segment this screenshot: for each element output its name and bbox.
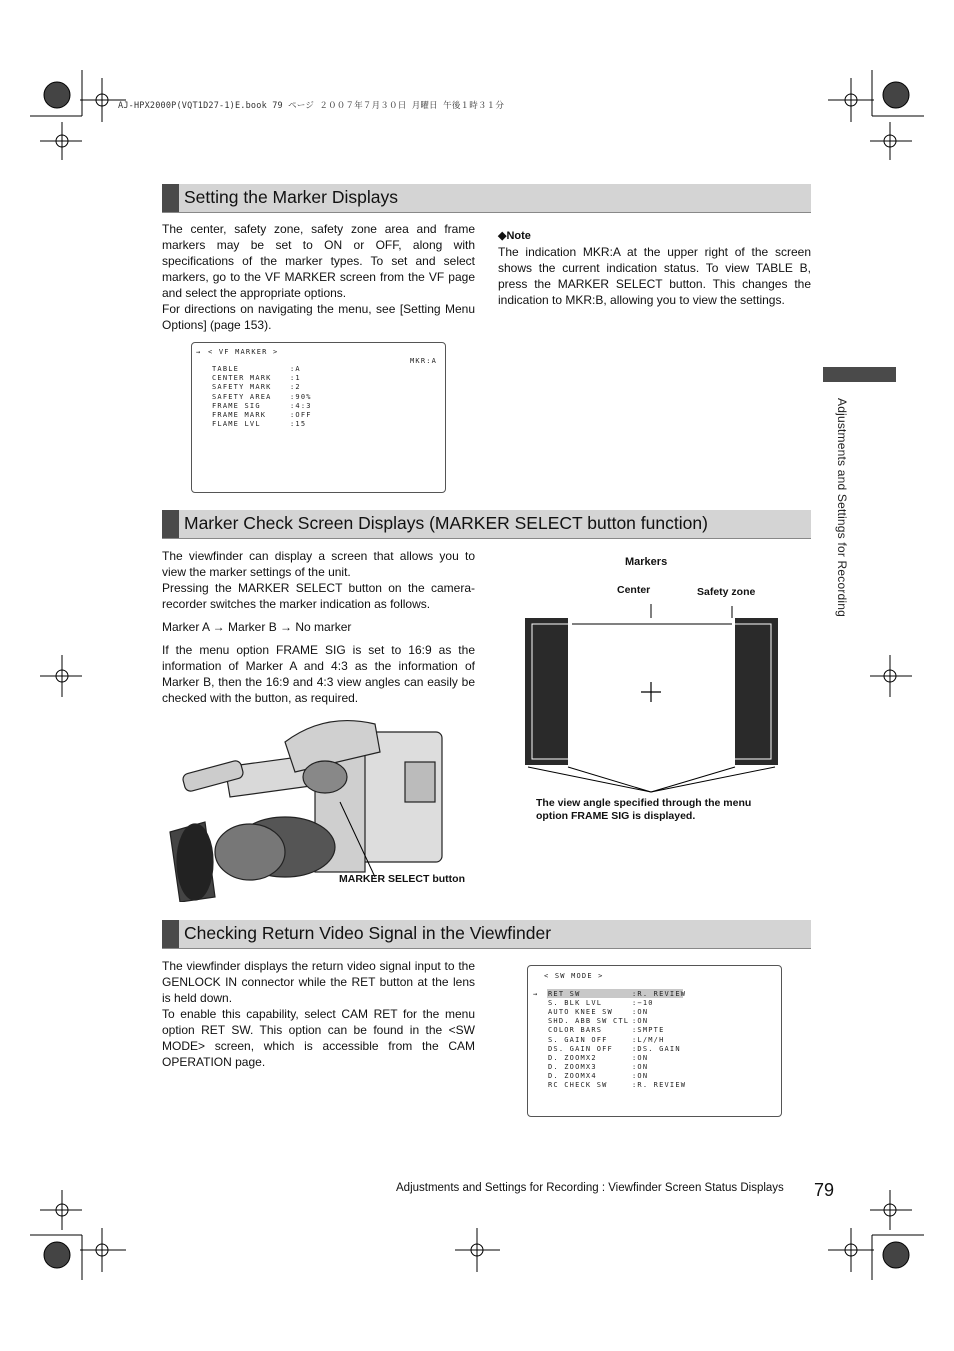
marker-sequence: Marker A → Marker B → No marker [162,620,352,634]
page-number: 79 [814,1180,835,1200]
paragraph: Pressing the MARKER SELECT button on the camera-recorder switches the marker indication as follows. [162,581,475,611]
menu-item-label: AUTO KNEE SW [548,1008,613,1017]
vf-marker-screen [191,342,446,493]
menu-row [212,365,442,374]
menu-row [212,411,442,420]
section-title: Setting the Marker Displays [184,187,398,207]
menu-item-label: COLOR BARS [548,1026,603,1035]
menu-row [548,1026,778,1035]
paragraph: For directions on navigating the menu, see [Setting Menu Options] (page 153). [162,302,475,332]
screen-cursor: → [196,348,202,356]
section-heading-return-video [162,920,811,949]
menu-item-value: :ON [632,1008,649,1017]
menu-row [212,393,442,402]
menu-row [212,420,442,429]
markers-diagram-title: Markers [625,556,668,568]
view-angle-caption: The view angle specified through the menu option FRAME SIG is displayed. [536,797,752,822]
menu-item-label: TABLE [212,365,240,373]
menu-item-label: S. BLK LVL [548,999,603,1008]
menu-row [548,1063,778,1072]
screen-cursor: → [533,990,539,998]
menu-item-value: :ON [632,1071,649,1080]
menu-item-label: D. ZOOMX4 [548,1071,597,1080]
menu-item-value: :−10 [632,999,654,1008]
footer-text: Adjustments and Settings for Recording : Viewfinder Screen Status Displays [396,1182,784,1194]
menu-item-label: DS. GAIN OFF [548,1044,613,1053]
section-title: Checking Return Video Signal in the Viewfinder [184,923,552,943]
menu-item-value: :2 [290,383,301,392]
menu-item-value: :15 [290,420,307,429]
menu-item-value: :4:3 [290,401,312,410]
screen-title: < SW MODE > [544,972,604,980]
menu-item-value: :R. REVIEW [632,990,687,998]
menu-item-value: :ON [632,1053,649,1062]
menu-item-value: :ON [632,1017,649,1026]
menu-item-label: SAFETY MARK [212,383,272,392]
marker-check-text [162,548,475,706]
menu-item-label: S. GAIN OFF [548,1035,608,1044]
menu-item-label: FRAME SIG [212,401,261,410]
paragraph: The viewfinder displays the return video signal input to the GENLOCK IN connector while the RET button at the lens is held down. [162,959,475,1005]
menu-item-label: RC CHECK SW [548,1081,608,1089]
menu-item-label: SHD. ABB SW CTL [548,1017,630,1026]
screen-title: < VF MARKER > [208,348,279,356]
menu-row [548,990,778,999]
chapter-tab [823,367,896,382]
paragraph: The center, safety zone, safety zone area and frame markers may be set to ON or OFF, along with specifications of the marker types. To set and select markers, go to the VF MARKER screen from the VF page and select the appropriate options. [162,222,475,300]
menu-item-label: RET SW [548,990,581,998]
menu-item-label: D. ZOOMX3 [548,1062,597,1071]
menu-row [548,1045,778,1054]
note-block [498,228,811,308]
markers-diagram [520,596,790,801]
menu-item-label: CENTER MARK [212,374,272,383]
menu-item-label: FRAME MARK [212,411,267,419]
menu-item-label: SAFETY AREA [212,392,272,401]
menu-row [548,1017,778,1026]
menu-row [212,383,442,392]
menu-item-value: :R. REVIEW [632,1081,687,1089]
menu-item-value: :ON [632,1062,649,1071]
menu-row [548,1081,778,1090]
center-label: Center [617,584,651,596]
section-title: Marker Check Screen Displays (MARKER SELECT button function) [184,513,708,533]
menu-row [548,1072,778,1081]
marker-select-caption: MARKER SELECT button [339,873,465,885]
safety-zone-label: Safety zone [697,586,756,598]
section-heading-marker-displays [162,184,811,213]
note-label: ◆Note [498,230,531,242]
menu-row [548,1008,778,1017]
menu-item-label: D. ZOOMX2 [548,1053,597,1062]
menu-item-value: :A [290,365,301,373]
menu-row [548,1054,778,1063]
menu-item-value: :OFF [290,411,312,419]
chapter-tab-label: Adjustments and Settings for Recording [835,398,849,618]
menu-row [212,374,442,383]
menu-item-value: :SMPTE [632,1026,665,1035]
menu-item-value: :DS. GAIN [632,1044,681,1053]
paragraph: If the menu option FRAME SIG is set to 16:9 as the information of Marker A and 4:3 as the information of Marker B, then the 16:9 and 4:3 view angles can easily be checked with the button, as required. [162,643,475,705]
note-text: The indication MKR:A at the upper right of the screen shows the current indication status. To view TABLE B, press the MARKER SELECT button. This changes the indication to MKR:B, allowing you to view the settings. [498,245,811,307]
return-video-text [162,958,475,1070]
menu-item-label: FLAME LVL [212,420,261,429]
menu-item-value: :L/M/H [632,1035,665,1044]
paragraph: The viewfinder can display a screen that allows you to view the marker settings of the unit. [162,549,475,579]
section-heading-marker-check [162,510,811,539]
menu-row [548,999,778,1008]
menu-item-value: :90% [290,392,312,401]
sw-mode-screen [527,965,782,1117]
file-header: AJ-HPX2000P(VQT1D27-1)E.book 79 ページ ２００７年７月３０日 月曜日 午後１時３１分 [118,101,505,111]
mkr-indicator: MKR:A [410,357,438,365]
marker-displays-text [162,221,475,333]
menu-row [548,1036,778,1045]
paragraph: To enable this capability, select CAM RET for the menu option RET SW. This option can be found in the <SW MODE> screen, which is accessible from the CAM OPERATION page. [162,1007,475,1069]
menu-row [212,402,442,411]
menu-item-value: :1 [290,374,301,383]
